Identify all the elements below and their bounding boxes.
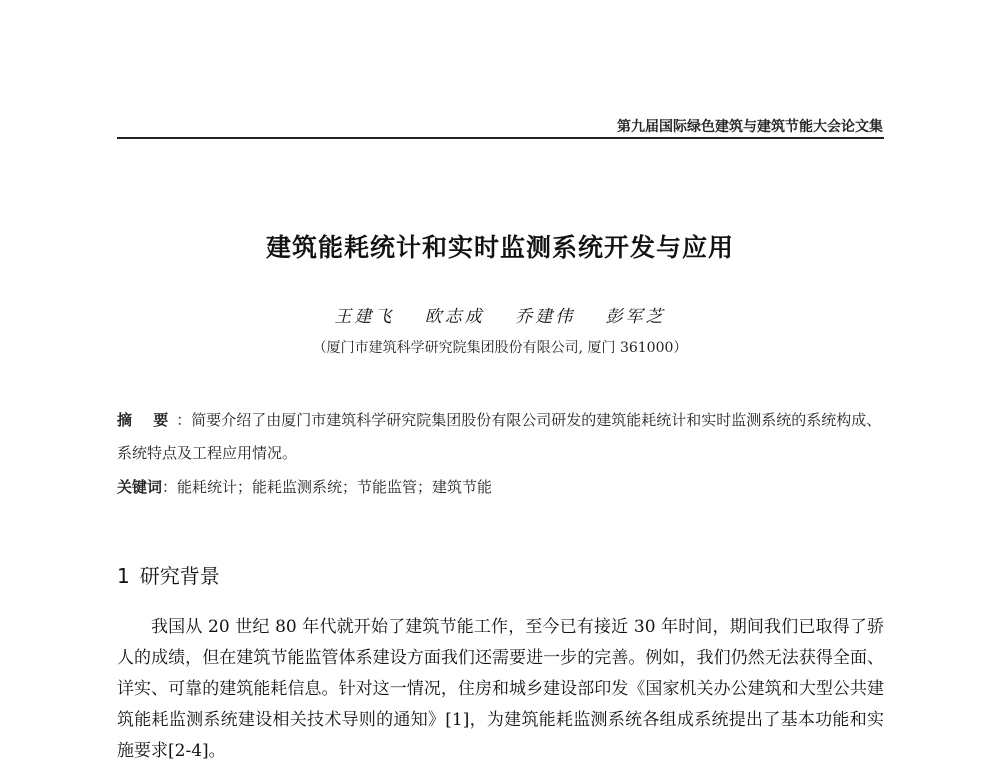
affiliation: （厦门市建筑科学研究院集团股份有限公司, 厦门 361000）	[312, 340, 688, 356]
paper-title: 建筑能耗统计和实时监测系统开发与应用	[265, 233, 734, 262]
abstract-text: ：简要介绍了由厦门市建筑科学研究院集团股份有限公司研发的建筑能耗统计和实时监测系统的系统构成、系统特点及工程应用情况。	[117, 411, 882, 462]
abstract-label: 摘 要	[117, 411, 177, 429]
section-number: 1	[117, 564, 130, 588]
keywords-text: ：能耗统计；能耗监测系统；节能监管；建筑节能	[162, 478, 493, 496]
keywords	[117, 476, 884, 498]
section-heading	[117, 560, 220, 589]
keywords-label: 关键词	[117, 478, 163, 496]
header-rule	[117, 137, 884, 139]
running-header: 第九届国际绿色建筑与建筑节能大会论文集	[617, 119, 883, 135]
section-title: 研究背景	[139, 564, 220, 588]
body-paragraph: 我国从 20 世纪 80 年代就开始了建筑节能工作，至今已有接近 30 年时间，期间我们已取得了骄人的成绩，但在建筑节能监管体系建设方面我们还需要进一步的完善。例如，我们仍然无法获得全面、详实、可靠的建筑能耗信息。针对这一情况，住房和城乡建设部印发《国家机关办公建筑和大型公共建筑能耗监测系统建设相关技术导则的通知》[1]，为建筑能耗监测系统各组成系统提出了基本功能和实施要求[2-4]。	[117, 617, 884, 760]
abstract	[117, 404, 884, 470]
author-list: 王建飞 欧志成 乔建伟 彭军芝	[334, 307, 666, 327]
